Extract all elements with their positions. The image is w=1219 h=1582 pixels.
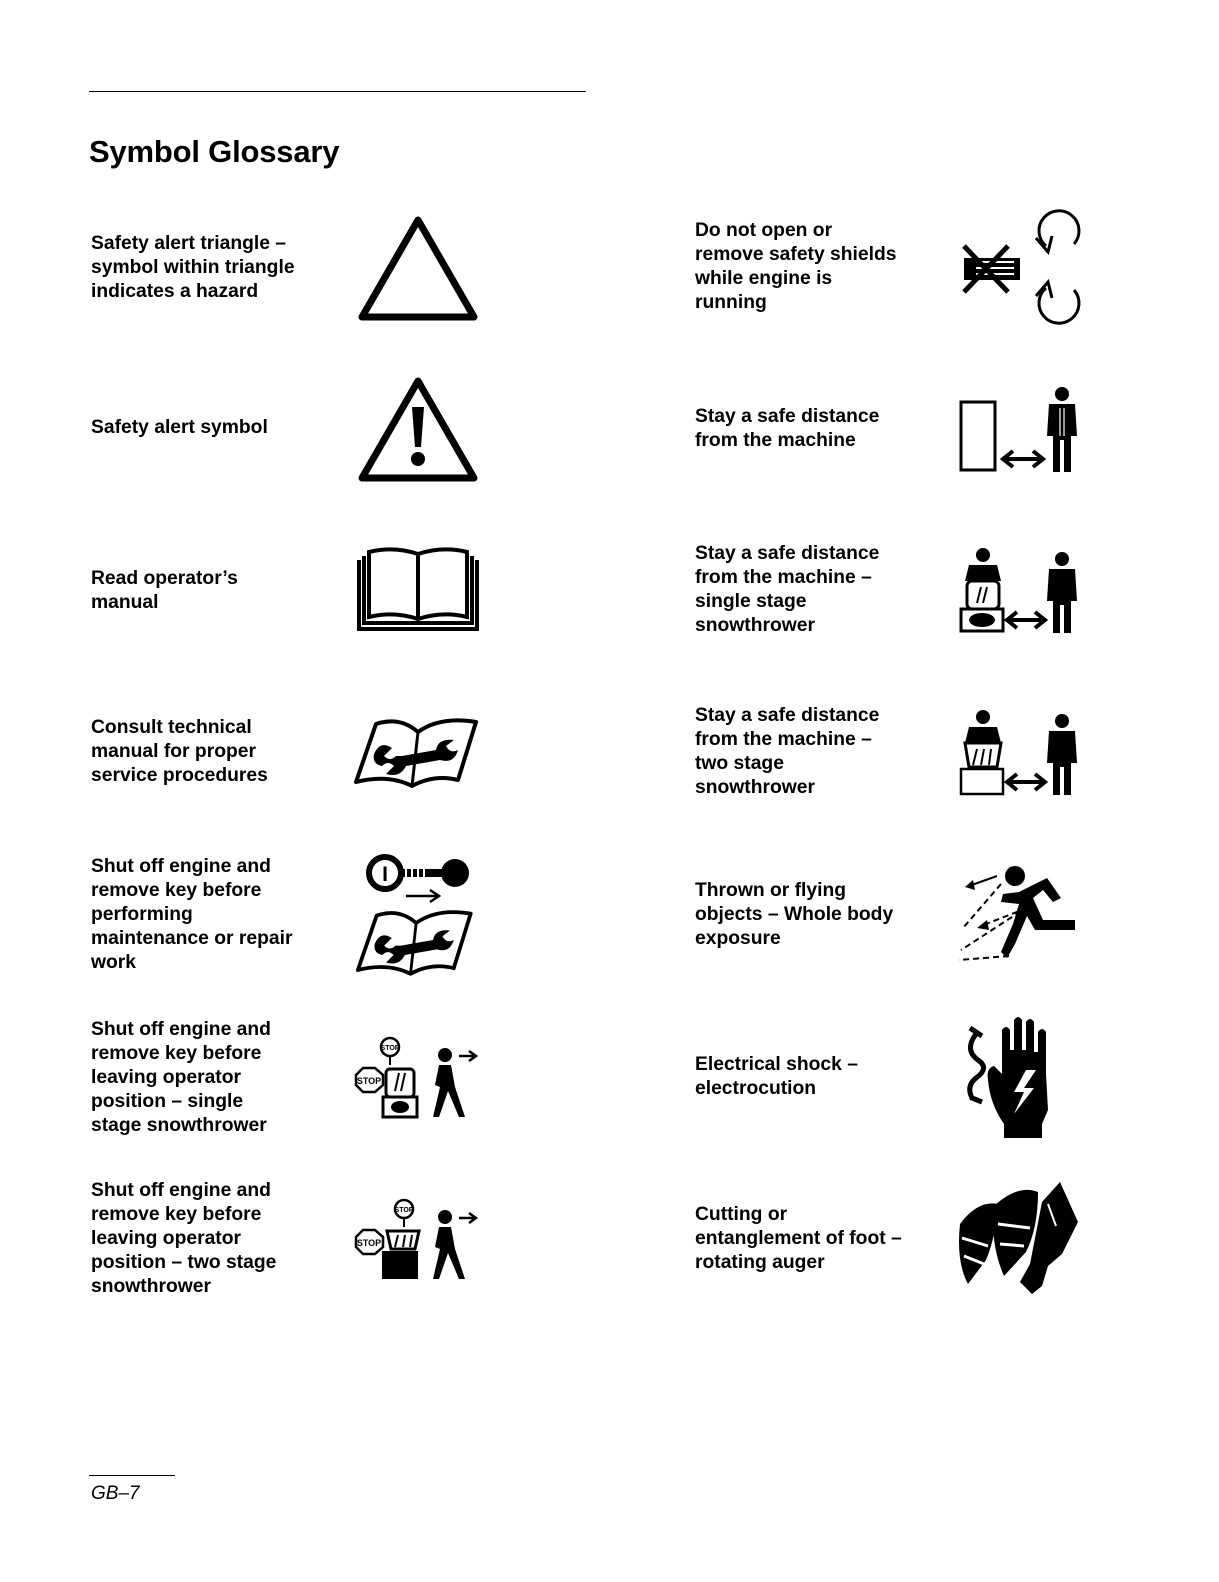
glossary-text-safe-distance-single: Stay a safe distance from the machine – single stage snowthrower <box>695 543 880 636</box>
top-rule <box>89 91 586 92</box>
safe-distance-single-stage-icon <box>957 547 1083 637</box>
electrical-shock-icon <box>962 1014 1080 1142</box>
footer-rule <box>89 1475 175 1476</box>
glossary-text-leave-position-two: Shut off engine and remove key before leaving operator position – two stage snowthrower <box>91 1180 277 1297</box>
safe-distance-two-stage-icon <box>957 709 1083 799</box>
operator-manual-icon <box>356 546 480 636</box>
glossary-text-rotating-auger: Cutting or entanglement of foot – rotating auger <box>695 1204 902 1273</box>
page-title: Symbol Glossary <box>89 134 340 169</box>
page-number: GB–7 <box>91 1483 140 1504</box>
stop-sign-label-two: STOP <box>356 1238 382 1248</box>
glossary-text-remove-key-maintenance: Shut off engine and remove key before performing maintenance or repair work <box>91 856 293 973</box>
stop-sign-label-small: STOP <box>380 1045 400 1052</box>
technical-manual-icon <box>354 716 480 790</box>
safe-distance-icon <box>957 386 1083 476</box>
safety-alert-triangle-icon <box>356 214 480 324</box>
thrown-objects-icon <box>957 862 1083 968</box>
safety-alert-symbol-icon <box>356 375 480 485</box>
glossary-text-thrown-objects: Thrown or flying objects – Whole body exposure <box>695 880 894 949</box>
stop-sign-label: STOP <box>356 1076 382 1086</box>
glossary-text-safe-distance: Stay a safe distance from the machine <box>695 406 880 451</box>
glossary-text-safety-alert-triangle: Safety alert triangle – symbol within triangle indicates a hazard <box>91 233 295 302</box>
remove-key-manual-icon <box>354 850 480 976</box>
leave-position-single-stage-icon <box>355 1035 480 1120</box>
glossary-text-leave-position-single: Shut off engine and remove key before leaving operator position – single stage snowthrower <box>91 1019 271 1136</box>
glossary-text-operator-manual: Read operator’s manual <box>91 568 238 613</box>
rotating-auger-icon <box>956 1180 1082 1300</box>
ignition-mark-label: I <box>382 863 388 886</box>
stop-sign-label-small-two: STOP <box>394 1207 414 1214</box>
glossary-text-electrical-shock: Electrical shock – electrocution <box>695 1054 858 1099</box>
glossary-text-safety-shields: Do not open or remove safety shields while engine is running <box>695 220 897 313</box>
safety-shields-icon <box>956 210 1082 326</box>
glossary-text-safety-alert-symbol: Safety alert symbol <box>91 417 268 438</box>
leave-position-two-stage-icon <box>355 1197 480 1282</box>
glossary-text-safe-distance-two: Stay a safe distance from the machine – two stage snowthrower <box>695 705 880 798</box>
glossary-text-technical-manual: Consult technical manual for proper service procedures <box>91 717 268 786</box>
